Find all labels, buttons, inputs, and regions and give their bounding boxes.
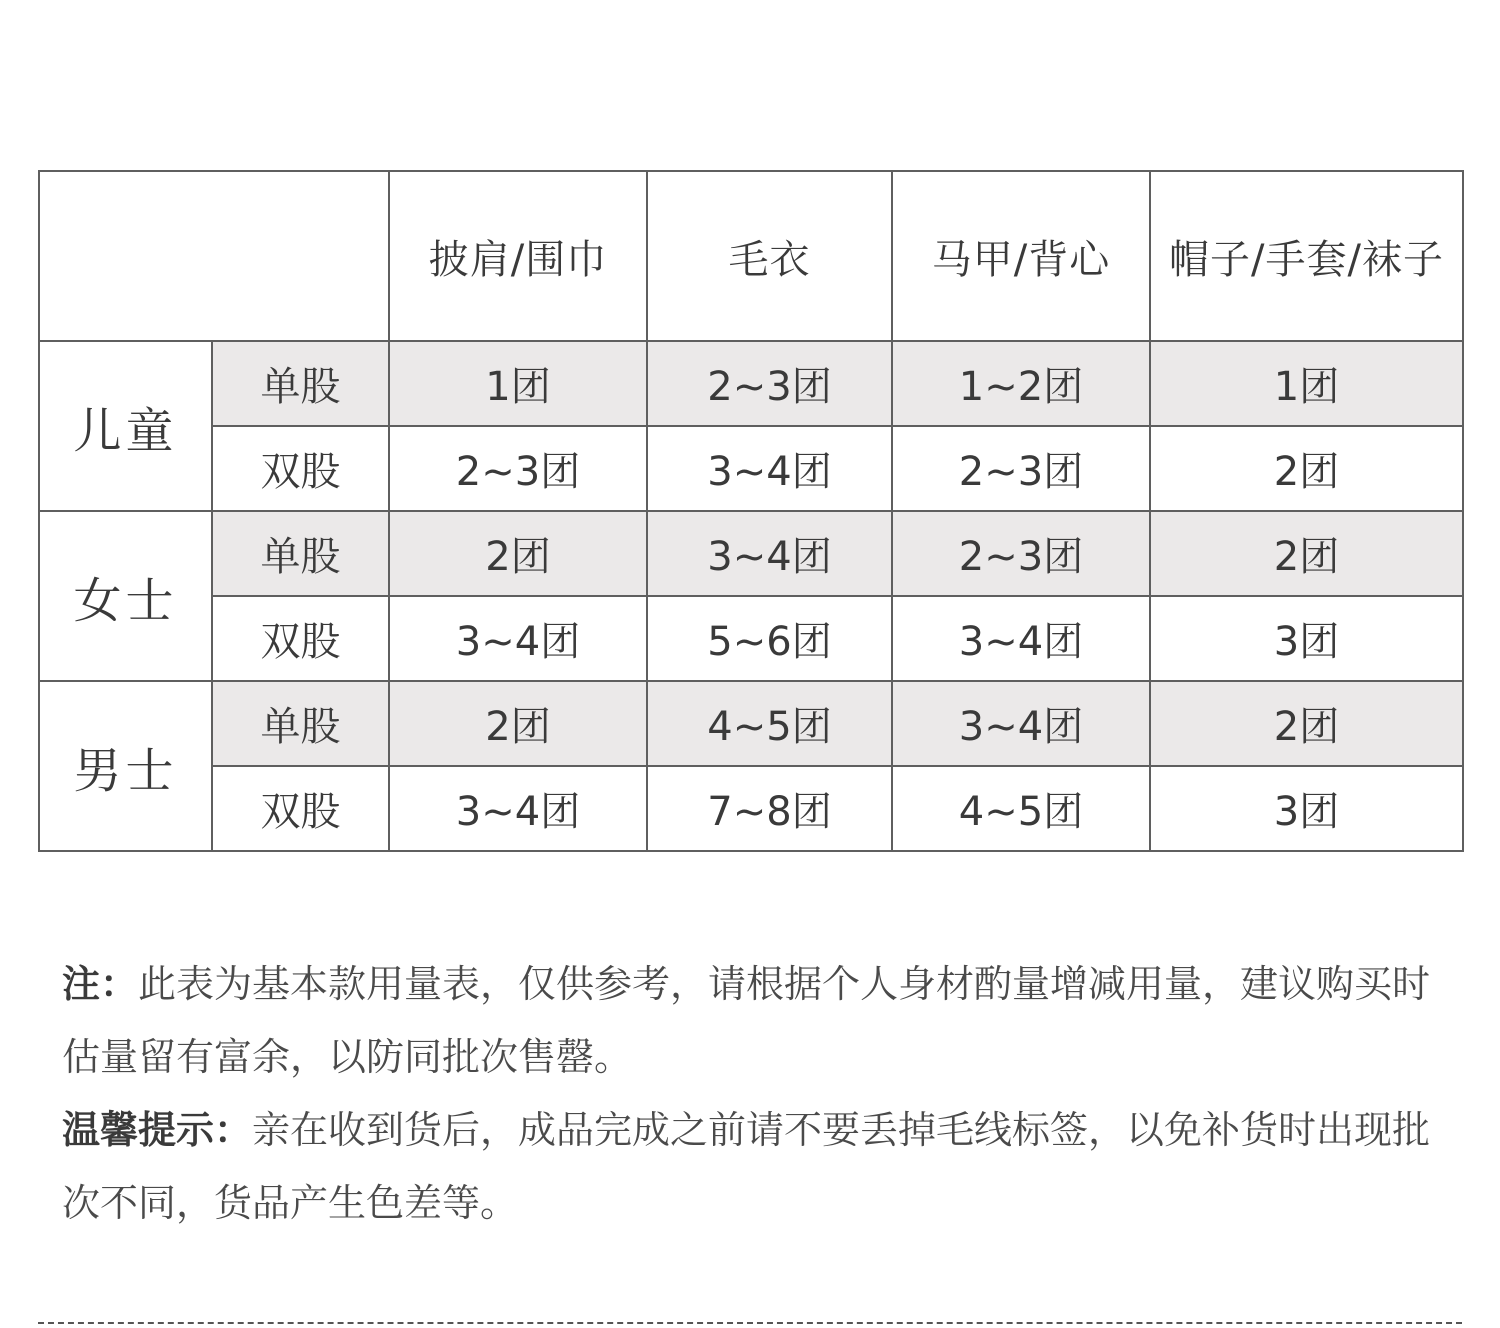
value-cell: 2团 — [389, 511, 647, 596]
table-row — [39, 511, 1463, 596]
header-corner-cell — [39, 171, 389, 341]
value-cell: 7~8团 — [647, 766, 892, 851]
value-cell: 1团 — [389, 341, 647, 426]
table-row — [39, 766, 1463, 851]
group-label-children: 儿童 — [39, 341, 212, 511]
value-cell: 3团 — [1150, 596, 1463, 681]
note-text: 此表为基本款用量表，仅供参考，请根据个人身材酌量增减用量，建议购买时估量留有富余，以防同批次售罄。 — [62, 962, 1431, 1079]
value-cell: 2团 — [1150, 426, 1463, 511]
note-label: 注： — [62, 962, 139, 1006]
value-cell: 3~4团 — [389, 766, 647, 851]
strand-type-cell: 双股 — [212, 426, 389, 511]
table-row — [39, 426, 1463, 511]
strand-type-cell: 单股 — [212, 341, 389, 426]
header-shawl-scarf: 披肩/围巾 — [389, 171, 647, 341]
group-label-men: 男士 — [39, 681, 212, 851]
value-cell: 3~4团 — [892, 596, 1150, 681]
value-cell: 2~3团 — [892, 511, 1150, 596]
strand-type-cell: 双股 — [212, 596, 389, 681]
strand-type-cell: 单股 — [212, 681, 389, 766]
value-cell: 5~6团 — [647, 596, 892, 681]
value-cell: 3~4团 — [647, 511, 892, 596]
value-cell: 3团 — [1150, 766, 1463, 851]
strand-type-cell: 双股 — [212, 766, 389, 851]
yarn-usage-table — [38, 170, 1464, 852]
value-cell: 2~3团 — [389, 426, 647, 511]
dashed-divider — [38, 1322, 1462, 1324]
table-row — [39, 341, 1463, 426]
value-cell: 2团 — [389, 681, 647, 766]
value-cell: 1团 — [1150, 341, 1463, 426]
header-sweater: 毛衣 — [647, 171, 892, 341]
value-cell: 2团 — [1150, 681, 1463, 766]
tip-text: 亲在收到货后，成品完成之前请不要丢掉毛线标签，以免补货时出现批次不同，货品产生色差等。 — [62, 1108, 1431, 1225]
value-cell: 2~3团 — [892, 426, 1150, 511]
table-row — [39, 596, 1463, 681]
value-cell: 1~2团 — [892, 341, 1150, 426]
value-cell: 3~4团 — [647, 426, 892, 511]
value-cell: 2团 — [1150, 511, 1463, 596]
header-hat-gloves-socks: 帽子/手套/袜子 — [1150, 171, 1463, 341]
notes-section — [62, 948, 1462, 1240]
value-cell: 4~5团 — [892, 766, 1150, 851]
header-vest: 马甲/背心 — [892, 171, 1150, 341]
table-header-row — [39, 171, 1463, 341]
strand-type-cell: 单股 — [212, 511, 389, 596]
tip-label: 温馨提示： — [62, 1108, 253, 1152]
usage-note — [62, 948, 1462, 1094]
group-label-women: 女士 — [39, 511, 212, 681]
value-cell: 3~4团 — [892, 681, 1150, 766]
table-row — [39, 681, 1463, 766]
value-cell: 2~3团 — [647, 341, 892, 426]
value-cell: 3~4团 — [389, 596, 647, 681]
warm-tip — [62, 1094, 1462, 1240]
value-cell: 4~5团 — [647, 681, 892, 766]
